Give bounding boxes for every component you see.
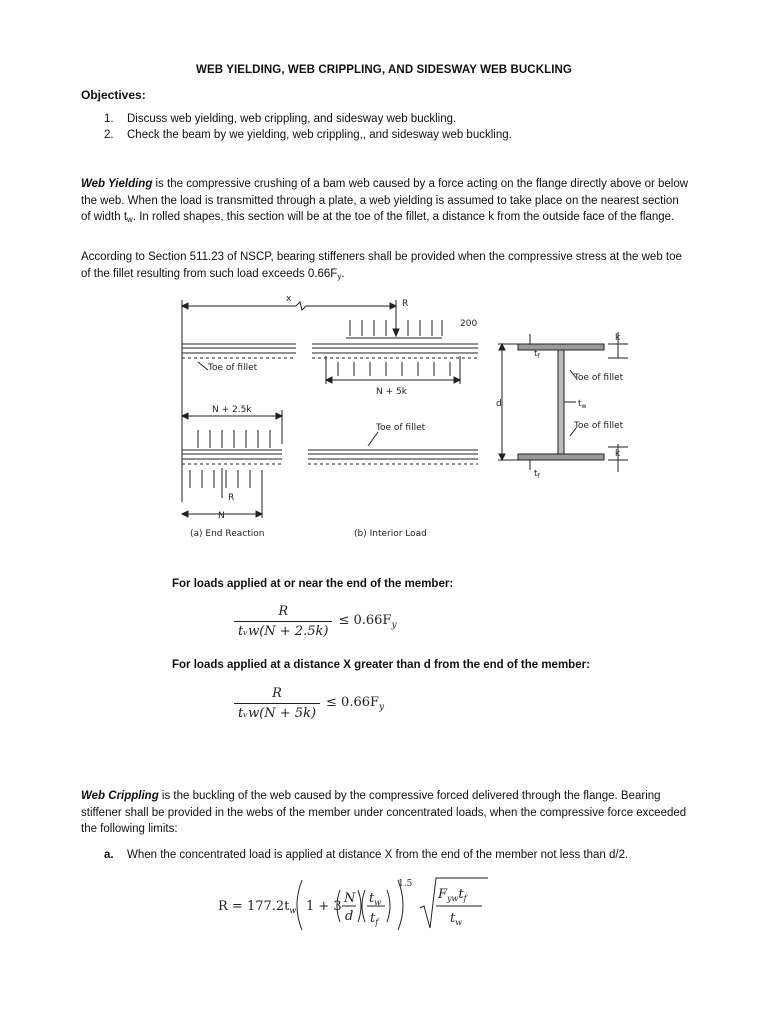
web-yielding-paragraph xyxy=(81,176,691,229)
formula-interior-numerator: R xyxy=(234,686,320,704)
list-text: Check the beam by we yielding, web crippling,, and sidesway web buckling. xyxy=(127,129,512,141)
fig-toe-fillet-right-top: Toe of fillet xyxy=(574,373,624,383)
fig-label-tf-top: $t_f$ xyxy=(534,349,540,360)
objectives-list xyxy=(104,111,512,143)
fig-toe-fillet-mid: Toe of fillet xyxy=(376,423,426,433)
nscp-text-1: According to Section 511.23 of NSCP, bearing stiffeners shall be provided when the compressive stress at the web toe of the fillet resulting from such load exceeds 0.66F xyxy=(81,251,682,280)
list-marker: a. xyxy=(104,849,114,861)
case-end-text: For loads applied at or near the end of the member: xyxy=(172,578,454,590)
web-crippling-text: is the buckling of the web caused by the compressive forced delivered through the flange. Bearing stiffener shall be provided in the webs of the member under concentrated loads, when the compressive force exceeded the following limits: xyxy=(81,790,687,835)
crippling-lhs: $R = 177.2t_w$ xyxy=(218,899,297,915)
web-yielding-sub: w xyxy=(127,215,133,224)
formula-interior-rhs: ≤ $0.66F_y$ xyxy=(326,694,385,713)
formula-interior xyxy=(234,686,384,721)
fig-label-k-top: k xyxy=(615,333,621,343)
formula-interior-denominator: tᵥw(N + 5k) xyxy=(238,706,317,721)
fig-label-r-bottom: R xyxy=(228,493,235,503)
nscp-sub: y xyxy=(337,271,342,281)
list-item xyxy=(104,127,512,143)
fig-label-r-top: R xyxy=(402,299,409,309)
list-number: 1. xyxy=(104,113,114,125)
formula-end-denominator: tᵥw(N + 2.5k) xyxy=(238,624,329,639)
fig-label-n: N xyxy=(218,511,225,521)
crippling-root-num: $F_{yw}t_f$ xyxy=(438,887,467,903)
crippling-n: N xyxy=(344,891,356,906)
crippling-tf: $t_f$ xyxy=(370,911,379,927)
crippling-d: d xyxy=(345,909,354,924)
crippling-tw: $t_w$ xyxy=(369,891,382,907)
web-yielding-text-2: . In rolled shapes, this section will be at the toe of the fillet, a distance k from the outside face of the flange. xyxy=(132,211,675,223)
crippling-exp: 1.5 xyxy=(398,879,413,889)
page-title: WEB YIELDING, WEB CRIPPLING, AND SIDESWAY WEB BUCKLING xyxy=(196,64,572,76)
list-text: When the concentrated load is applied at distance X from the end of the member not less than d/2. xyxy=(127,849,629,861)
fig-caption-b: (b) Interior Load xyxy=(354,529,427,539)
crippling-one-plus: 1 + 3 xyxy=(306,899,342,914)
fig-toe-fillet-right-bottom: Toe of fillet xyxy=(574,421,624,431)
fig-label-n5k: N + 5k xyxy=(376,387,407,397)
fig-caption-a: (a) End Reaction xyxy=(190,529,265,539)
list-item-a xyxy=(104,849,629,861)
fig-label-200: 200 xyxy=(460,319,478,329)
objectives-heading: Objectives: xyxy=(81,88,146,102)
fig-label-k-bottom: k xyxy=(615,449,621,459)
fig-toe-fillet-left: Toe of fillet xyxy=(208,363,258,373)
list-text: Discuss web yielding, web crippling, and sidesway web buckling. xyxy=(127,113,457,125)
web-yielding-figure xyxy=(178,292,638,544)
web-yielding-term: Web Yielding xyxy=(81,178,153,190)
case-interior-text: For loads applied at a distance X greater than d from the end of the member: xyxy=(172,659,590,671)
crippling-formula xyxy=(218,872,498,934)
fig-label-tw: $t_w$ xyxy=(578,399,587,410)
crippling-root-den: $t_w$ xyxy=(450,911,463,927)
web-crippling-term: Web Crippling xyxy=(81,790,159,802)
list-item xyxy=(104,111,512,127)
fig-label-n25k: N + 2.5k xyxy=(212,405,252,415)
formula-end xyxy=(234,604,397,639)
web-crippling-paragraph xyxy=(81,788,691,838)
fig-label-x: x xyxy=(286,294,292,304)
fig-label-d: d xyxy=(496,399,502,409)
fig-label-tf-bottom: $t_f$ xyxy=(534,469,540,480)
formula-end-numerator: R xyxy=(234,604,332,622)
web-yielding-text-1: is the compressive crushing of a bam web caused by a force acting on the flange directly above or below the web. When the load is transmitted through a plate, a web yielding is assumed to take place on the nearest section of width t xyxy=(81,178,689,223)
formula-end-rhs: ≤ $0.66F_y$ xyxy=(338,612,397,631)
nscp-text-2: . xyxy=(341,267,345,280)
nscp-paragraph xyxy=(81,249,691,285)
list-number: 2. xyxy=(104,129,114,141)
